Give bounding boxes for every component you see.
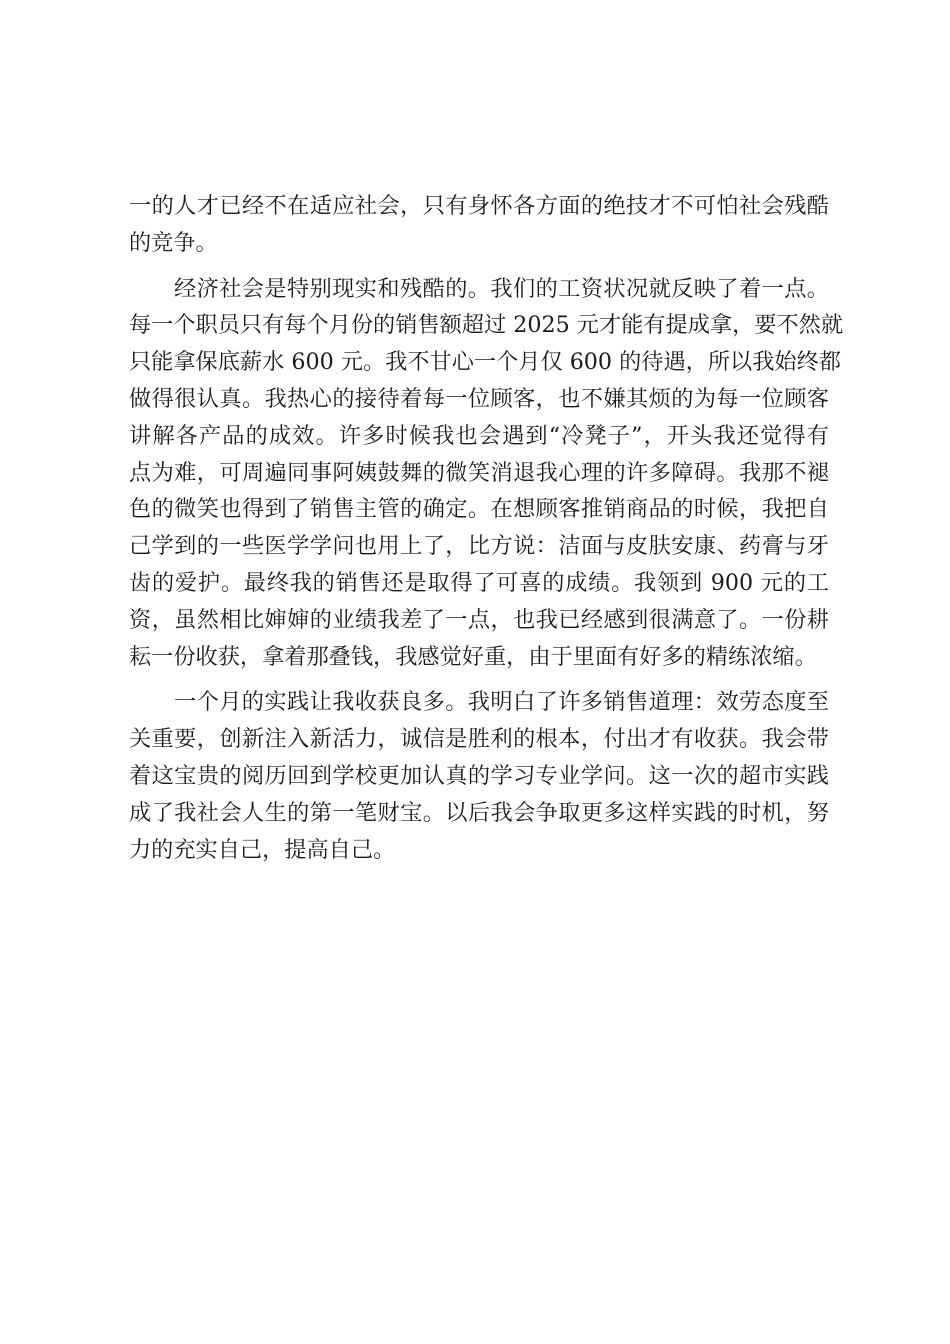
- text-line: 做得很认真。我热心的接待着每一位顾客，也不嫌其烦的为每一位顾客: [129, 385, 829, 412]
- paragraph-1: [129, 188, 829, 262]
- text-line: 成了我社会人生的第一笔财宝。以后我会争取更多这样实践的时机，努: [129, 799, 829, 826]
- document-body: [129, 188, 844, 868]
- text-line: 一的人才已经不在适应社会，只有身怀各方面的绝技才不可怕社会残酷: [129, 193, 829, 219]
- text-line: 点为难，可周遍同事阿姨鼓舞的微笑消退我心理的许多障碍。我那不褪: [129, 459, 829, 486]
- text-line: 耘一份收获，拿着那叠钱，我感觉好重，由于里面有好多的精练浓缩。: [129, 643, 817, 670]
- text-line: 一个月的实践让我收获良多。我明白了许多销售道理：效劳态度至: [174, 689, 829, 716]
- paragraph-2: [129, 271, 844, 676]
- text-line: 经济社会是特别现实和残酷的。我们的工资状况就反映了着一点。: [174, 275, 829, 302]
- text-line: 资，虽然相比婶婶的业绩我差了一点，也我已经感到很满意了。一份耕: [129, 606, 829, 633]
- text-line: 每一个职员只有每个月份的销售额超过 2025 元才能有提成拿，要不然就: [129, 312, 844, 339]
- text-line: 色的微笑也得到了销售主管的确定。在想顾客推销商品的时候，我把自: [129, 496, 829, 523]
- text-line: 关重要，创新注入新活力，诚信是胜利的根本，付出才有收获。我会带: [129, 726, 829, 753]
- text-line: 己学到的一些医学学问也用上了，比方说：洁面与皮肤安康、药膏与牙: [129, 533, 829, 560]
- text-line: 齿的爱护。最终我的销售还是取得了可喜的成绩。我领到 900 元的工: [129, 569, 829, 596]
- text-line: 只能拿保底薪水 600 元。我不甘心一个月仅 600 的待遇，所以我始终都: [129, 349, 841, 376]
- text-line: 讲解各产品的成效。许多时候我也会遇到“冷凳子”，开头我还觉得有: [129, 422, 829, 449]
- text-line: 着这宝贵的阅历回到学校更加认真的学习专业学问。这一次的超市实践: [129, 762, 829, 789]
- text-line: 力的充实自己，提高自己。: [129, 836, 396, 863]
- text-line: 的竞争。: [129, 229, 218, 256]
- paragraph-3: [129, 684, 829, 868]
